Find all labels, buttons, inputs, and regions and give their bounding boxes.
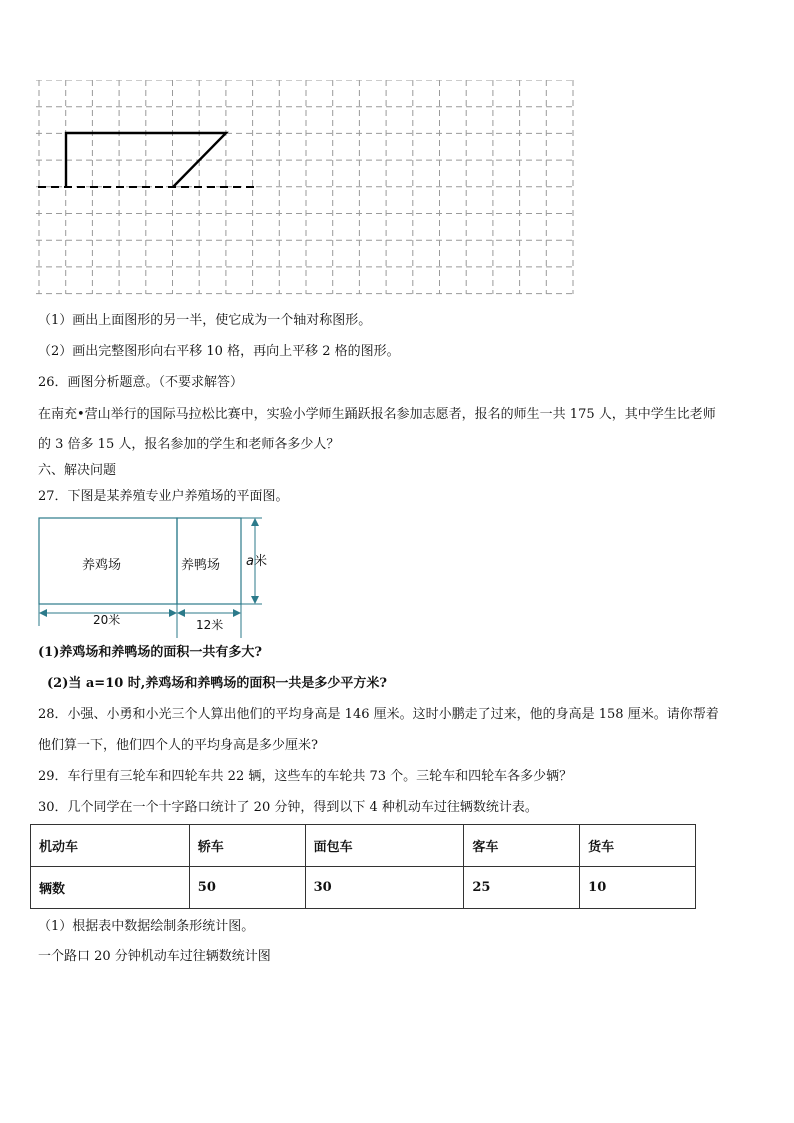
- q25-sub1: （1）画出上面图形的另一半，使它成为一个轴对称图形。: [38, 313, 372, 328]
- table-header-row: [31, 825, 696, 867]
- q30-title: 30．几个同学在一个十字路口统计了 20 分钟，得到以下 4 种机动车过往辆数统计表。: [38, 800, 538, 815]
- q27-sub2: (2)当 a=10 时,养鸡场和养鸭场的面积一共是多少平方米?: [47, 676, 387, 691]
- table-cell: 25: [464, 867, 580, 909]
- table-cell: 50: [189, 867, 305, 909]
- table-cell: 面包车: [305, 825, 464, 867]
- q26-title: 26．画图分析题意。（不要求解答）: [38, 375, 244, 390]
- q28-line1: 28．小强、小勇和小光三个人算出他们的平均身高是 146 厘米。这时小鹏走了过来，他的身高是 158 厘米。请你帮着: [38, 707, 719, 722]
- vehicle-count-table: [30, 824, 696, 909]
- table-cell: 轿车: [189, 825, 305, 867]
- q26-body-line2: 的 3 倍多 15 人，报名参加的学生和老师各多少人？: [38, 437, 340, 452]
- farm-plan-diagram: [30, 510, 280, 640]
- width1-label: 20米: [93, 613, 121, 627]
- q27-sub1: (1)养鸡场和养鸭场的面积一共有多大?: [38, 645, 262, 660]
- height-label: a米: [246, 554, 267, 569]
- q29-text: 29．车行里有三轮车和四轮车共 22 辆，这些车的车轮共 73 个。三轮车和四轮车各多少辆？: [38, 769, 573, 784]
- q25-sub2: （2）画出完整图形向右平移 10 格，再向上平移 2 格的图形。: [38, 344, 400, 359]
- section-title: 六、解决问题: [38, 463, 117, 478]
- table-cell: 10: [580, 867, 696, 909]
- q26-body-line1: 在南充•营山举行的国际马拉松比赛中，实验小学师生踊跃报名参加志愿者，报名的师生一共 175 人，其中学生比老师: [38, 407, 716, 422]
- table-cell: 机动车: [31, 825, 190, 867]
- table-cell: 货车: [580, 825, 696, 867]
- table-cell: 辆数: [31, 867, 190, 909]
- width2-label: 12米: [196, 618, 224, 632]
- q27-title: 27．下图是某养殖专业户养殖场的平面图。: [38, 489, 289, 504]
- duck-farm-label: 养鸭场: [181, 558, 221, 573]
- table-cell: 30: [305, 867, 464, 909]
- table-row: [31, 867, 696, 909]
- chart-title: 一个路口 20 分钟机动车过往辆数统计图: [38, 949, 271, 964]
- chicken-farm-label: 养鸡场: [82, 558, 122, 573]
- q28-line2: 他们算一下，他们四个人的平均身高是多少厘米?: [38, 738, 318, 753]
- table-cell: 客车: [464, 825, 580, 867]
- q30-sub1: （1）根据表中数据绘制条形统计图。: [38, 919, 255, 934]
- symmetry-grid-figure: [36, 80, 576, 300]
